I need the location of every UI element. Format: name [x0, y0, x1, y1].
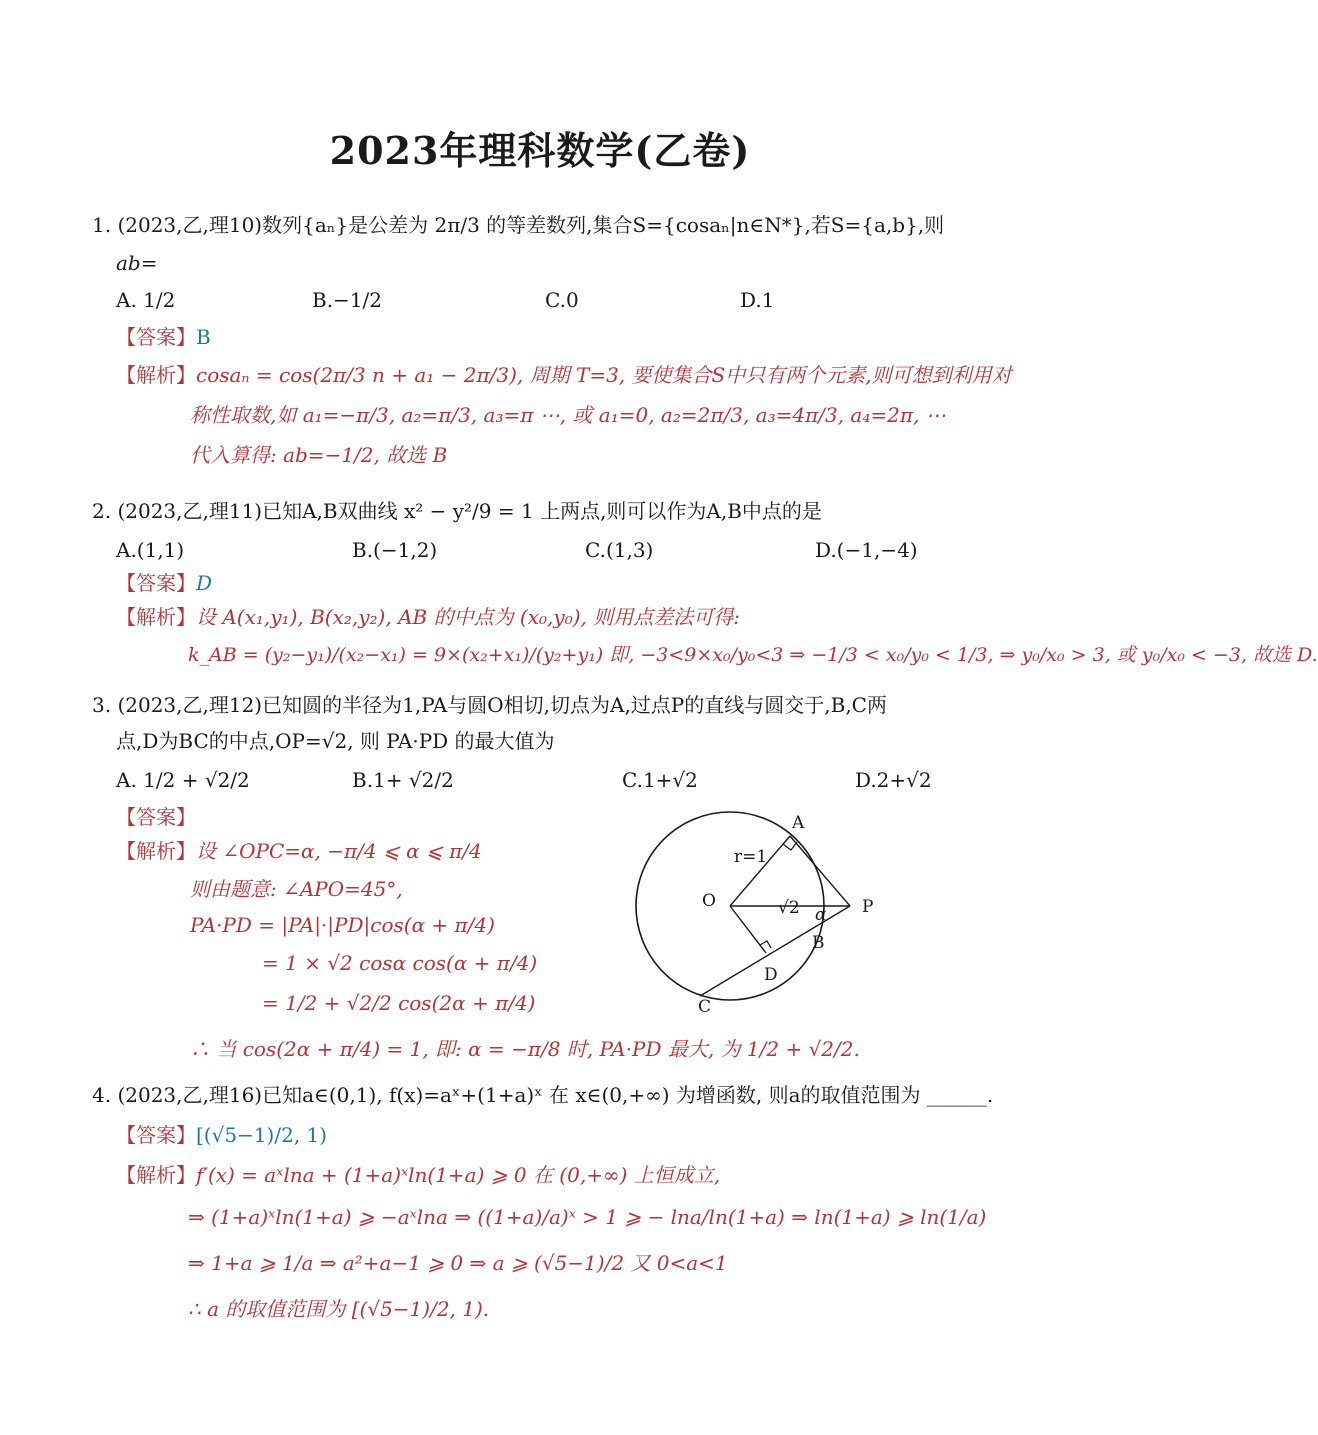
q3-option-a: A. 1/2 + √2/2	[116, 768, 250, 792]
answer-tag: 【答案】	[116, 571, 196, 595]
q3-analysis-line4: = 1 × √2 cosα cos(α + π/4)	[262, 951, 538, 975]
q2-option-a: A.(1,1)	[116, 538, 185, 562]
q3-answer	[116, 802, 196, 832]
q1-answer	[116, 322, 211, 352]
q3-analysis-line5: = 1/2 + √2/2 cos(2α + π/4)	[262, 991, 536, 1015]
q3-stem-line1: 3. (2023,乙,理12)已知圆的半径为1,PA与圆O相切,切点为A,过点P的直线与圆交于,B,C两	[92, 693, 887, 717]
q4-analysis-line1	[116, 1160, 720, 1190]
answer-tag: 【答案】	[116, 805, 196, 829]
label-p: P	[862, 897, 874, 917]
analysis-text: 设 A(x₁,y₁), B(x₂,y₂), AB 的中点为 (x₀,y₀), 则用点差法可得:	[196, 605, 740, 629]
q3-analysis-line3: PA·PD = |PA|·|PD|cos(α + π/4)	[190, 913, 495, 937]
tangent-pa	[790, 836, 850, 906]
label-b: B	[812, 933, 825, 953]
q3-option-d: D.2+√2	[855, 768, 932, 792]
q2-analysis-line2: k_AB = (y₂−y₁)/(x₂−x₁) = 9×(x₂+x₁)/(y₂+y₁) 即, −3<9×x₀/y₀<3 ⇒ −1/3 < x₀/y₀ < 1/3, ⇒ y₀/x₀ > 3, 或 y₀/x₀ < −3, 故选 D.	[188, 644, 1318, 666]
label-o: O	[702, 891, 716, 911]
q3-option-c: C.1+√2	[622, 768, 698, 792]
q2-option-b: B.(−1,2)	[352, 538, 438, 562]
label-op-length: √2	[778, 898, 800, 918]
q2-analysis-line1	[116, 602, 740, 632]
label-a: A	[792, 813, 805, 833]
label-c: C	[698, 997, 712, 1017]
label-radius: r=1	[734, 847, 768, 867]
analysis-tag: 【解析】	[116, 839, 196, 863]
answer-tag: 【答案】	[116, 1123, 196, 1147]
answer-value: D	[196, 571, 213, 595]
right-angle-a	[783, 842, 797, 850]
q1-option-a: A. 1/2	[116, 288, 176, 312]
analysis-tag: 【解析】	[116, 363, 196, 387]
analysis-text: 设 ∠OPC=α, −π/4 ⩽ α ⩽ π/4	[196, 839, 482, 863]
q3-stem-line2: 点,D为BC的中点,OP=√2, 则 PA·PD 的最大值为	[116, 729, 555, 753]
page-title: 2023年理科数学(乙卷)	[329, 128, 751, 173]
q3-analysis-line2: 则由题意: ∠APO=45°,	[190, 877, 403, 901]
q1-analysis-line2: 称性取数,如 a₁=−π/3, a₂=π/3, a₃=π ⋯, 或 a₁=0, a₂=2π/3, a₃=4π/3, a₄=2π, ⋯	[190, 403, 946, 427]
q3-option-b: B.1+ √2/2	[352, 768, 454, 792]
q4-analysis-line3: ⇒ 1+a ⩾ 1/a ⇒ a²+a−1 ⩾ 0 ⇒ a ⩾ (√5−1)/2 又 0<a<1	[188, 1251, 728, 1275]
q1-option-d: D.1	[740, 288, 775, 312]
q1-stem-line2: ab=	[116, 251, 158, 275]
label-d: D	[764, 965, 778, 985]
answer-value: B	[196, 325, 211, 349]
answer-value: [(√5−1)/2, 1)	[196, 1123, 328, 1147]
q2-answer	[116, 568, 212, 598]
q1-option-b: B.−1/2	[312, 288, 382, 312]
analysis-tag: 【解析】	[116, 1163, 196, 1187]
q1-option-c: C.0	[545, 288, 579, 312]
segment-od	[730, 906, 766, 953]
q1-stem-line1: 1. (2023,乙,理10)数列{aₙ}是公差为 2π/3 的等差数列,集合S={cosaₙ|n∈N*},若S={a,b},则	[92, 213, 945, 237]
q2-option-c: C.(1,3)	[585, 538, 654, 562]
analysis-text: f′(x) = aˣlna + (1+a)ˣln(1+a) ⩾ 0 在 (0,+∞) 上恒成立,	[196, 1163, 721, 1187]
q2-option-d: D.(−1,−4)	[815, 538, 918, 562]
analysis-tag: 【解析】	[116, 605, 196, 629]
q4-stem-line1: 4. (2023,乙,理16)已知a∈(0,1), f(x)=aˣ+(1+a)ˣ 在 x∈(0,+∞) 为增函数, 则a的取值范围为 ______.	[92, 1083, 994, 1107]
q3-analysis-line6: ∴ 当 cos(2α + π/4) = 1, 即: α = −π/8 时, PA·PD 最大, 为 1/2 + √2/2.	[190, 1037, 860, 1061]
q1-analysis-line1	[116, 360, 1012, 390]
q2-stem-line1: 2. (2023,乙,理11)已知A,B双曲线 x² − y²/9 = 1 上两点,则可以作为A,B中点的是	[92, 499, 822, 523]
q1-analysis-line3: 代入算得: ab=−1/2, 故选 B	[190, 443, 448, 467]
q3-analysis-line1	[116, 836, 482, 866]
q4-answer	[116, 1120, 327, 1150]
analysis-text: cosaₙ = cos(2π/3 n + a₁ − 2π/3), 周期 T=3, 要使集合S中只有两个元素,则可想到利用对	[196, 363, 1012, 387]
circle-tangent-diagram	[620, 810, 900, 1020]
label-alpha: α	[815, 905, 827, 925]
answer-tag: 【答案】	[116, 325, 196, 349]
q4-analysis-line4: ∴ a 的取值范围为 [(√5−1)/2, 1).	[188, 1297, 490, 1321]
q4-analysis-line2: ⇒ (1+a)ˣln(1+a) ⩾ −aˣlna ⇒ ((1+a)/a)ˣ > 1 ⩾ − lna/ln(1+a) ⇒ ln(1+a) ⩾ ln(1/a)	[188, 1205, 987, 1229]
